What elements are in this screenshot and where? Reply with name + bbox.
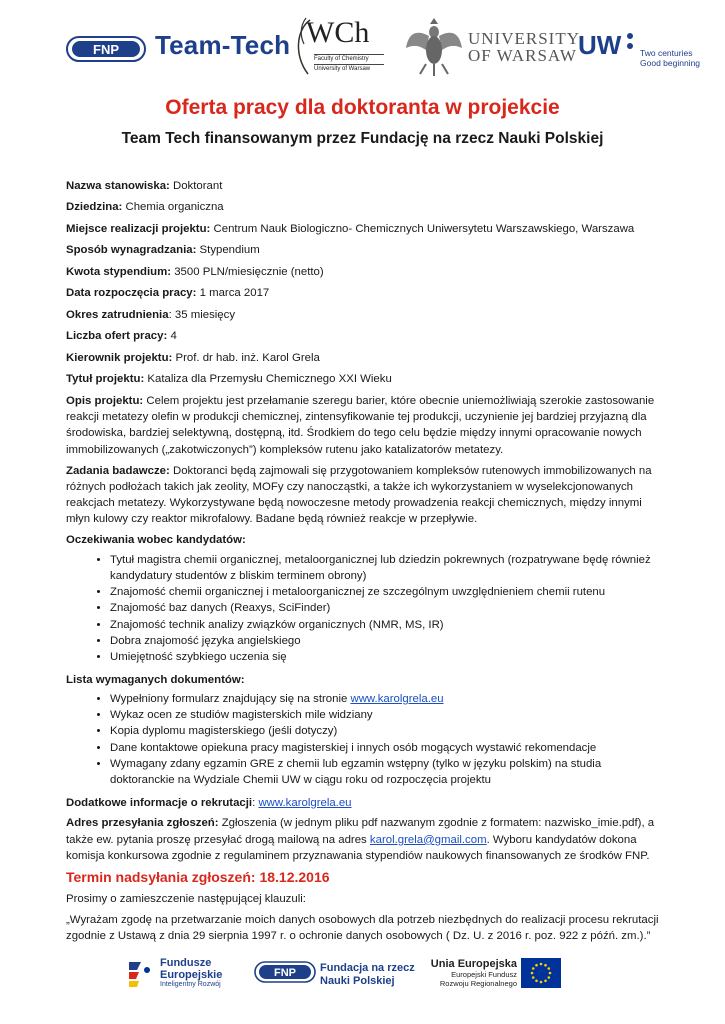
wch-university: University of Warsaw [314, 66, 371, 72]
address-text: Zgłoszenia (w jednym pliku pdf nazwanym zgodnie z formatem: nazwisko_imie.pdf), a także ew. pytania proszę przesyłać drogą mailową na adres [66, 817, 655, 846]
uw-line-2: OF WARSAW [468, 46, 577, 65]
list-item-text: Wypełniony formularz znajdujący się na stronie [110, 692, 351, 705]
field-label: Miejsce realizacji projektu: [66, 222, 211, 235]
field-location [66, 221, 660, 237]
documents-heading: Lista wymaganych dokumentów: [66, 673, 245, 686]
footer [0, 950, 725, 1010]
field-value: Stypendium [196, 244, 260, 257]
field-start-date [66, 285, 660, 301]
fnp-line-1: Fundacja na rzecz [320, 962, 415, 974]
field-value: 1 marca 2017 [196, 287, 270, 300]
fundusze-text [160, 957, 222, 981]
field-offer-count [66, 328, 660, 344]
header [0, 0, 725, 90]
list-item: • Znajomość chemii organicznej i metaloorganicznej ze szczególnym uwzględnieniem chemii rutenu [110, 584, 660, 600]
fnp-logo-text: FNP [93, 42, 119, 57]
field-label: Liczba ofert pracy: [66, 330, 168, 343]
fundusze-europejskie-icon [125, 956, 155, 992]
list-item: • Tytuł magistra chemii organicznej, metaloorganicznej lub dziedzin pokrewnych (rozpatrywane będę również kandydatury studentów z bliskim terminem obrony) [110, 552, 660, 585]
fnp-footer-logo [254, 960, 316, 984]
uw-tag-line-1: Two centuries [640, 48, 693, 58]
address-text-end: . Wyboru kandydatów dokona komisja konkursowa zgodnie z regulaminem przyznawania stypendiów naukowych finansowanych ze środków FNP. [66, 833, 650, 863]
list-item: • Znajomość baz danych (Reaxys, SciFinder) [110, 600, 660, 616]
uw-dots-icon [624, 32, 636, 52]
more-info-sep: : [252, 796, 259, 809]
field-value: Chemia organiczna [122, 201, 224, 214]
list-item: • Kopia dyplomu magisterskiego (jeśli dotyczy) [110, 723, 660, 739]
documents-list [66, 691, 660, 789]
list-item: • Dane kontaktowe opiekuna pracy magisterskiej i innych osób mogących wystawić rekomendacje [110, 740, 660, 756]
field-label: Nazwa stanowiska: [66, 180, 170, 192]
email-link[interactable]: karol.grela@gmail.com [369, 833, 487, 846]
list-item: • Umiejętność szybkiego uczenia się [110, 649, 660, 665]
offer-body [66, 178, 660, 949]
list-item [110, 691, 660, 707]
divider [314, 54, 384, 55]
fe-subtitle: Inteligentny Rozwój [160, 981, 221, 988]
page-subtitle: Team Tech finansowanym przez Fundację na rzecz Nauki Polskiej [121, 130, 604, 147]
list-item: • Wymagany zdany egzamin GRE z chemii lub egzamin wstępny (tylko w języku polskim) na studia doktoranckie na Wydziale Chemii UW w ciągu roku od rozpoczęcia projektu [110, 756, 660, 789]
field-value: 4 [167, 330, 177, 343]
application-address [66, 815, 660, 864]
more-info-label: Dodatkowe informacje o rekrutacji [66, 796, 253, 809]
uw-line-1: UNIVERSITY [468, 29, 580, 48]
field-value: Kataliza dla Przemysłu Chemicznego XXI Wieku [144, 373, 392, 386]
field-value: Centrum Nauk Biologiczno- Chemicznych Uniwersytetu Warszawskiego, Warszawa [210, 222, 635, 235]
eu-flag-icon [521, 958, 561, 988]
uw-mark: UW [578, 30, 622, 60]
field-label: Okres zatrudnienia [66, 308, 169, 321]
page-title: Oferta pracy dla doktoranta w projekcie [165, 96, 560, 119]
uw-tagline [640, 48, 700, 68]
address-label: Adres przesyłania zgłoszeń: [66, 817, 219, 830]
field-discipline [66, 199, 660, 215]
divider [314, 64, 384, 65]
ue-sub-1: Europejski Fundusz [451, 970, 517, 979]
more-info [66, 795, 660, 811]
wch-logo [292, 16, 388, 78]
eu-text [425, 958, 517, 988]
list-item: • Znajomość technik analizy związków organicznych (NMR, MS, IR) [110, 617, 660, 633]
uw-tag-line-2: Good beginning [640, 58, 701, 68]
list-item: • Wykaz ocen ze studiów magisterskich mile widziany [110, 707, 660, 723]
wch-title: WCh [306, 16, 370, 49]
fnp-foundation-text [320, 962, 415, 988]
field-label: Sposób wynagradzania: [66, 244, 197, 257]
fe-line-1: Fundusze [160, 957, 212, 969]
karolgrela-link[interactable]: www.karolgrela.eu [350, 692, 444, 705]
expectations-list [66, 552, 660, 666]
more-info-link[interactable]: www.karolgrela.eu [258, 796, 352, 809]
field-stipend-amount [66, 264, 660, 280]
field-label: Tytuł projektu: [66, 373, 145, 386]
fnp-line-2: Nauki Polskiej [320, 975, 395, 987]
description-label: Opis projektu: [66, 394, 144, 407]
list-item: • Dobra znajomość języka angielskiego [110, 633, 660, 649]
fnp-footer-text: FNP [274, 967, 296, 979]
project-description [66, 393, 660, 458]
research-tasks [66, 463, 660, 528]
tasks-label: Zadania badawcze: [66, 464, 170, 477]
fe-line-2: Europejskie [160, 969, 223, 981]
team-tech-logo: Team-Tech [155, 30, 291, 60]
ue-title: Unia Europejska [430, 958, 517, 970]
field-value: : 35 miesięcy [168, 308, 236, 321]
description-text: Celem projektu jest przełamanie szeregu barier, które obecnie uniemożliwiają szerokie zastosowanie reakcji metatezy olefin w produkcji chemicznej, zintensyfikowanie tej produkcji, uczynienie jej bardziej przyjazną dla środowiska, bardziej selektywną, dostępną, itd. Środkiem do tego celu będzie między innymi opracowanie nowych immobilizowanych („zakotwiczonych”) kompleksów rutenu jako katalizatorów metatezy. [66, 394, 655, 456]
fnp-logo [66, 34, 146, 64]
field-position [66, 178, 660, 194]
consent-clause: „Wyrażam zgodę na przetwarzanie moich danych osobowych dla potrzeb niezbędnych do realizacji procesu rekrutacji zgodnie z Ustawą z dnia 29 sierpnia 1997 r. o ochronie danych osobowych ( Dz. U. z 2016 r. poz. 922 z późń. zm.).” [66, 913, 659, 943]
wch-faculty: Faculty of Chemistry [314, 56, 369, 62]
ue-sub-2: Rozwoju Regionalnego [439, 979, 517, 988]
field-value: 3500 PLN/miesięcznie (netto) [171, 265, 324, 278]
deadline: Termin nadsyłania zgłoszeń: 18.12.2016 [66, 868, 330, 885]
field-value: Prof. dr hab. inż. Karol Grela [172, 351, 320, 364]
field-project-lead [66, 350, 660, 366]
university-of-warsaw-text [468, 30, 580, 64]
clause-intro: Prosimy o zamieszczenie następującej klauzuli: [66, 893, 306, 906]
field-label: Data rozpoczęcia pracy: [66, 287, 197, 300]
expectations-heading: Oczekiwania wobec kandydatów: [66, 534, 246, 547]
field-label: Dziedzina: [66, 201, 123, 214]
field-label: Kierownik projektu: [66, 351, 173, 364]
field-value: Doktorant [169, 180, 223, 192]
eagle-emblem-icon [404, 14, 464, 78]
field-project-title [66, 371, 660, 387]
field-label: Kwota stypendium: [66, 265, 172, 278]
tasks-text: Doktoranci będą zajmowali się przygotowaniem kompleksów rutenowych immobilizowanych na różnych podłożach takich jak zeolity, MOFy czy nanocząstki, a także ich wykorzystaniem w wyselekcjonowanych reakcjach metatezy. Wykorzystywane będą nowoczesne metody prowadzenia reakcji chemicznych, między innymi młyn kulowy czy reaktor mikrofalowy. Badane będą również reakcje w przepływie. [66, 464, 652, 526]
field-pay-method [66, 242, 660, 258]
field-period [66, 307, 660, 323]
